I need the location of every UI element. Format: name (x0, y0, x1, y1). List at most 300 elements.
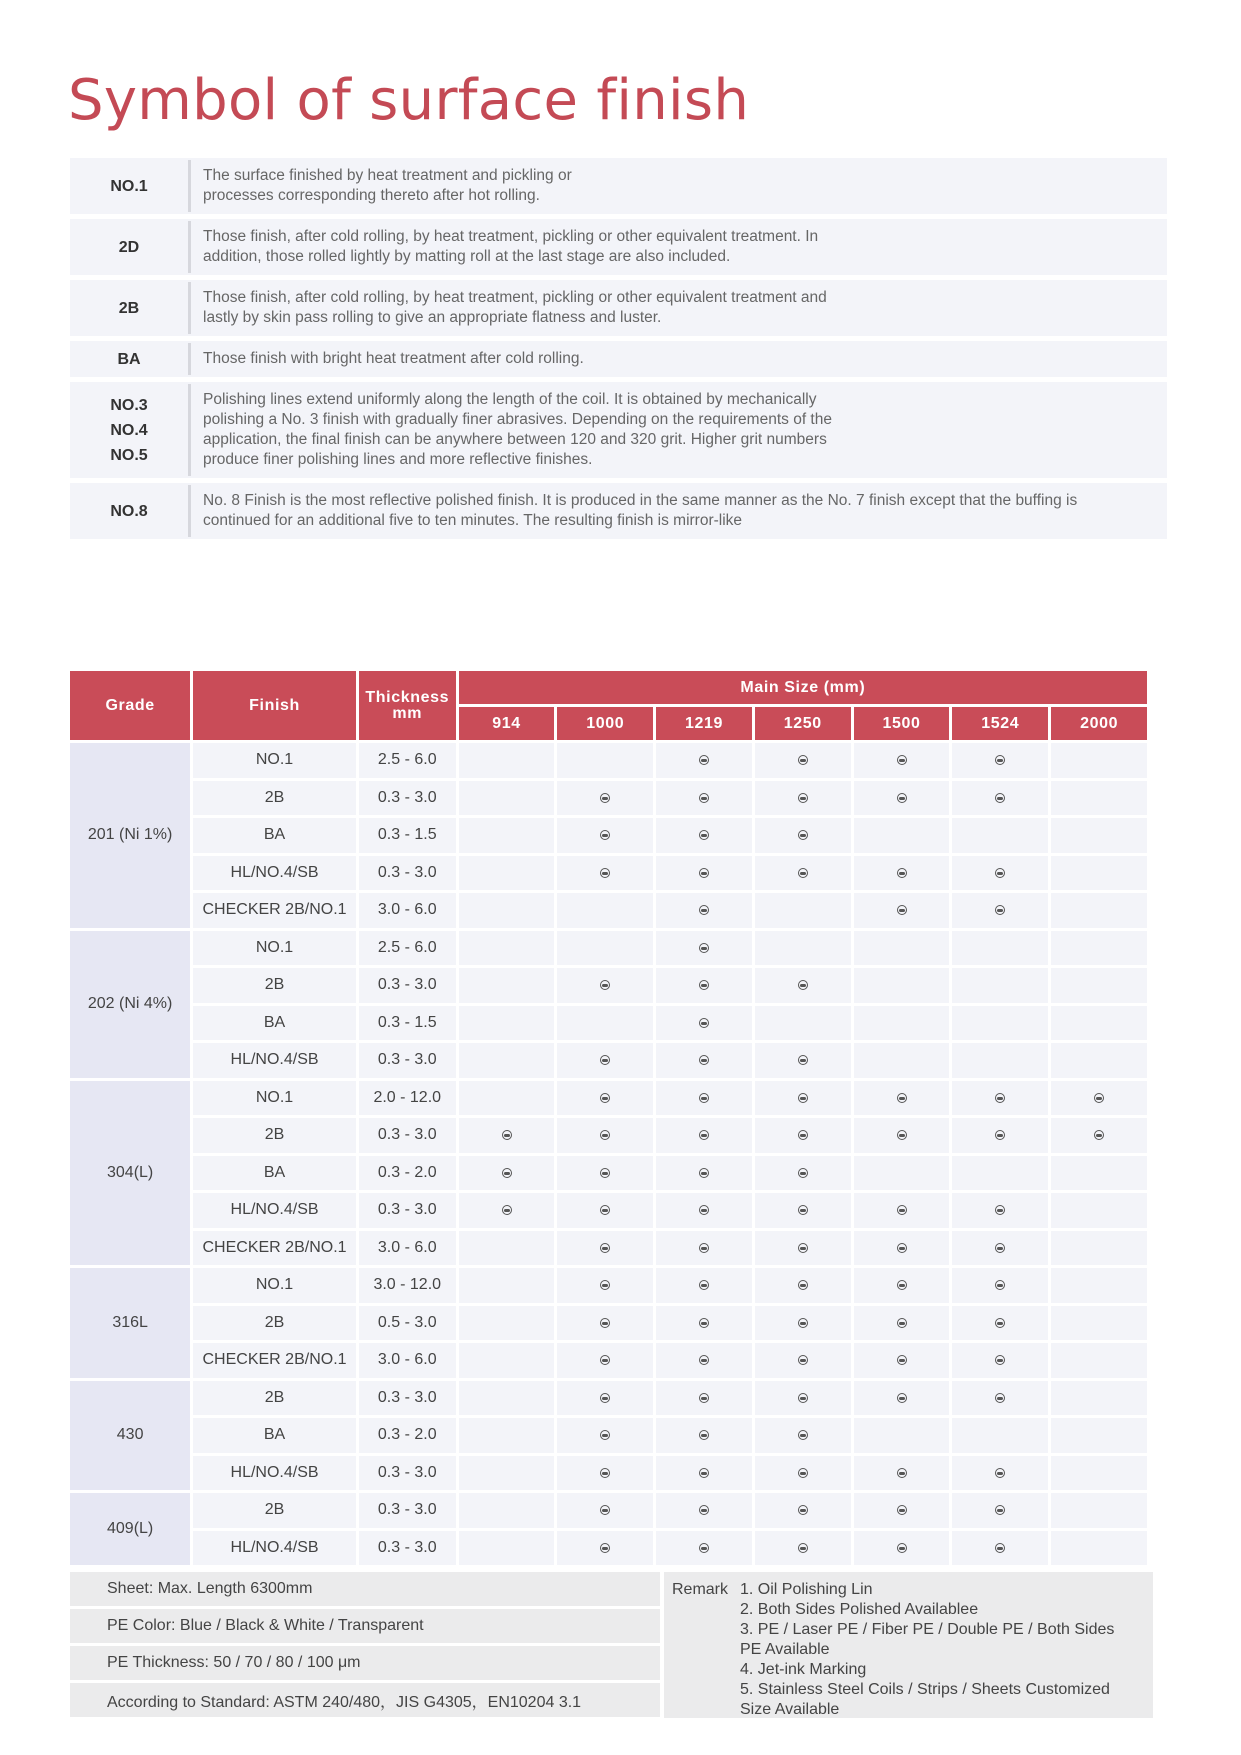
availability-cell (755, 1418, 851, 1453)
available-icon (600, 830, 610, 840)
availability-cell (557, 893, 653, 928)
finish-row (70, 219, 1167, 275)
finish-code-label: NO.1 (110, 177, 148, 195)
availability-cell (459, 1081, 555, 1116)
availability-cell (1051, 1268, 1147, 1303)
remark-item: PE Available (740, 1641, 830, 1658)
availability-cell (1051, 1043, 1147, 1078)
size-header: 1219 (656, 707, 752, 740)
availability-cell (459, 1418, 555, 1453)
available-icon (798, 1318, 808, 1328)
finish-cell: NO.1 (193, 1268, 356, 1303)
availability-cell (952, 1156, 1048, 1191)
available-icon (897, 1280, 907, 1290)
availability-cell (854, 1118, 950, 1153)
availability-cell (656, 1156, 752, 1191)
thickness-cell: 0.3 - 3.0 (359, 1193, 456, 1228)
availability-cell (656, 968, 752, 1003)
finish-cell: HL/NO.4/SB (193, 1456, 356, 1491)
availability-cell (755, 1531, 851, 1566)
grade-cell: 316L (70, 1268, 190, 1378)
available-icon (995, 1280, 1005, 1290)
available-icon (600, 793, 610, 803)
availability-cell (1051, 1081, 1147, 1116)
availability-cell (1051, 1231, 1147, 1266)
availability-cell (755, 1343, 851, 1378)
finish-cell: 2B (193, 781, 356, 816)
availability-cell (952, 1006, 1048, 1041)
thickness-cell: 2.5 - 6.0 (359, 931, 456, 966)
note-item: PE Color: Blue / Black & White / Transparent (70, 1609, 660, 1643)
table-row (70, 1381, 1147, 1416)
availability-cell (952, 1418, 1048, 1453)
size-header: 1500 (854, 707, 950, 740)
table-row (70, 1493, 1147, 1528)
finish-code (70, 280, 188, 336)
availability-cell (459, 1343, 555, 1378)
availability-cell (656, 856, 752, 891)
availability-cell (557, 1231, 653, 1266)
availability-cell (952, 1118, 1048, 1153)
available-icon (995, 1318, 1005, 1328)
availability-cell (656, 1081, 752, 1116)
availability-cell (557, 1081, 653, 1116)
size-header: 1524 (952, 707, 1048, 740)
finish-row (70, 158, 1167, 214)
availability-cell (1051, 1343, 1147, 1378)
availability-cell (854, 893, 950, 928)
thickness-cell: 3.0 - 6.0 (359, 1231, 456, 1266)
available-icon (600, 1093, 610, 1103)
availability-cell (1051, 743, 1147, 778)
availability-cell (854, 968, 950, 1003)
availability-cell (557, 1456, 653, 1491)
availability-cell (952, 1043, 1048, 1078)
remark-item: 4. Jet-ink Marking (740, 1661, 867, 1678)
finish-row (70, 341, 1167, 377)
size-header: 1250 (755, 707, 851, 740)
available-icon (699, 1393, 709, 1403)
availability-cell (656, 1343, 752, 1378)
available-icon (897, 793, 907, 803)
availability-cell (952, 1306, 1048, 1341)
availability-cell (755, 1456, 851, 1491)
available-icon (798, 1468, 808, 1478)
size-header: 1000 (557, 707, 653, 740)
available-icon (699, 1505, 709, 1515)
availability-cell (854, 781, 950, 816)
available-icon (995, 1093, 1005, 1103)
available-icon (600, 1318, 610, 1328)
available-icon (897, 868, 907, 878)
grade-cell: 409(L) (70, 1493, 190, 1565)
availability-cell (656, 931, 752, 966)
available-icon (699, 1018, 709, 1028)
grade-cell: 430 (70, 1381, 190, 1491)
finish-cell: NO.1 (193, 743, 356, 778)
finish-cell: BA (193, 1156, 356, 1191)
availability-cell (952, 856, 1048, 891)
availability-cell (1051, 968, 1147, 1003)
availability-cell (854, 1381, 950, 1416)
thickness-cell: 0.3 - 1.5 (359, 818, 456, 853)
available-icon (897, 1355, 907, 1365)
available-icon (699, 1243, 709, 1253)
finish-description (191, 219, 1167, 275)
availability-cell (459, 1381, 555, 1416)
available-icon (600, 1205, 610, 1215)
availability-cell (656, 743, 752, 778)
available-icon (798, 1393, 808, 1403)
available-icon (699, 905, 709, 915)
finish-row (70, 280, 1167, 336)
finish-description-line: Those finish, after cold rolling, by heat treatment, pickling or other equivalent treatment. In (203, 228, 819, 245)
available-icon (995, 793, 1005, 803)
thickness-cell: 0.3 - 1.5 (359, 1006, 456, 1041)
finish-row (70, 382, 1167, 478)
finish-description-line: Those finish, after cold rolling, by heat treatment, pickling or other equivalent treatment and (203, 289, 827, 306)
availability-cell (854, 1531, 950, 1566)
table-row (70, 931, 1147, 966)
availability-cell (557, 1118, 653, 1153)
table-row (70, 1006, 1147, 1041)
availability-cell (459, 893, 555, 928)
available-icon (798, 1168, 808, 1178)
availability-cell (557, 1193, 653, 1228)
available-icon (798, 1280, 808, 1290)
thickness-cell: 0.3 - 2.0 (359, 1418, 456, 1453)
table-row (70, 1268, 1147, 1303)
available-icon (995, 755, 1005, 765)
finish-code (70, 219, 188, 275)
available-icon (600, 1280, 610, 1290)
finish-cell: 2B (193, 1381, 356, 1416)
availability-cell (1051, 818, 1147, 853)
availability-cell (952, 1081, 1048, 1116)
table-row (70, 818, 1147, 853)
finish-description-line: Polishing lines extend uniformly along the length of the coil. It is obtained by mechanically (203, 391, 817, 408)
thickness-cell: 0.3 - 3.0 (359, 1043, 456, 1078)
finish-description-line: processes corresponding thereto after hot rolling. (203, 187, 540, 204)
available-icon (600, 1393, 610, 1403)
availability-cell (755, 1193, 851, 1228)
thickness-cell: 0.5 - 3.0 (359, 1306, 456, 1341)
available-icon (897, 1130, 907, 1140)
available-icon (897, 1243, 907, 1253)
availability-cell (557, 931, 653, 966)
available-icon (798, 980, 808, 990)
availability-cell (459, 1268, 555, 1303)
available-icon (897, 905, 907, 915)
availability-cell (952, 1456, 1048, 1491)
availability-cell (459, 743, 555, 778)
finish-code (70, 158, 188, 214)
size-header: 2000 (1051, 707, 1147, 740)
available-icon (897, 1205, 907, 1215)
available-icon (600, 1130, 610, 1140)
availability-cell (755, 1493, 851, 1528)
availability-cell (854, 1268, 950, 1303)
header-thickness (359, 671, 456, 740)
available-icon (995, 1130, 1005, 1140)
finish-description-line: polishing a No. 3 finish with gradually finer abrasives. Depending on the requirements of the (203, 411, 832, 428)
finish-description-line: lastly by skin pass rolling to give an appropriate flatness and luster. (203, 309, 662, 326)
availability-cell (952, 1343, 1048, 1378)
available-icon (699, 1318, 709, 1328)
available-icon (600, 980, 610, 990)
finish-description-line: Those finish with bright heat treatment after cold rolling. (203, 350, 584, 367)
page-title: Symbol of surface finish (68, 68, 750, 133)
availability-cell (1051, 931, 1147, 966)
finish-cell: HL/NO.4/SB (193, 1531, 356, 1566)
availability-cell (854, 1343, 950, 1378)
availability-cell (557, 968, 653, 1003)
availability-cell (854, 1006, 950, 1041)
thickness-cell: 3.0 - 12.0 (359, 1268, 456, 1303)
availability-cell (755, 1156, 851, 1191)
availability-cell (459, 1306, 555, 1341)
thickness-cell: 0.3 - 3.0 (359, 1456, 456, 1491)
availability-cell (557, 781, 653, 816)
finish-description (191, 382, 1167, 478)
availability-cell (854, 1306, 950, 1341)
finish-cell: 2B (193, 968, 356, 1003)
available-icon (600, 868, 610, 878)
finish-cell: HL/NO.4/SB (193, 1193, 356, 1228)
availability-cell (656, 1118, 752, 1153)
availability-cell (656, 1381, 752, 1416)
availability-cell (854, 1043, 950, 1078)
table-row (70, 856, 1147, 891)
table-row (70, 968, 1147, 1003)
remark-label: Remark (672, 1581, 729, 1598)
available-icon (798, 1130, 808, 1140)
finish-description-line: The surface finished by heat treatment and pickling or (203, 167, 572, 184)
remark-box (664, 1572, 1153, 1718)
availability-cell (755, 743, 851, 778)
availability-cell (656, 1456, 752, 1491)
size-header: 914 (459, 707, 555, 740)
finish-code-label: BA (117, 350, 141, 368)
finish-cell: CHECKER 2B/NO.1 (193, 1231, 356, 1266)
availability-cell (1051, 1381, 1147, 1416)
availability-cell (1051, 1306, 1147, 1341)
availability-cell (1051, 1118, 1147, 1153)
available-icon (798, 1093, 808, 1103)
finish-code-label: NO.5 (110, 446, 148, 464)
availability-cell (952, 743, 1048, 778)
availability-cell (854, 931, 950, 966)
availability-cell (459, 1006, 555, 1041)
available-icon (600, 1055, 610, 1065)
availability-cell (557, 743, 653, 778)
availability-cell (952, 818, 1048, 853)
availability-cell (557, 1306, 653, 1341)
available-icon (995, 1543, 1005, 1553)
availability-cell (755, 818, 851, 853)
available-icon (995, 905, 1005, 915)
available-icon (699, 755, 709, 765)
available-icon (995, 1355, 1005, 1365)
availability-cell (656, 893, 752, 928)
grade-cell: 202 (Ni 4%) (70, 931, 190, 1078)
availability-cell (459, 1118, 555, 1153)
grade-cell: 201 (Ni 1%) (70, 743, 190, 928)
availability-cell (952, 893, 1048, 928)
header-main-size: Main Size (mm) (459, 671, 1147, 704)
availability-cell (656, 1531, 752, 1566)
available-icon (699, 1093, 709, 1103)
availability-cell (1051, 893, 1147, 928)
availability-cell (459, 1456, 555, 1491)
availability-cell (459, 856, 555, 891)
table-row (70, 1456, 1147, 1491)
available-icon (699, 1430, 709, 1440)
availability-cell (1051, 1531, 1147, 1566)
availability-cell (656, 781, 752, 816)
table-row (70, 1081, 1147, 1116)
finish-cell: NO.1 (193, 1081, 356, 1116)
availability-cell (656, 818, 752, 853)
availability-cell (459, 931, 555, 966)
available-icon (897, 1543, 907, 1553)
remark-item: Size Available (740, 1701, 840, 1718)
finish-description-line: continued for an additional five to ten minutes. The resulting finish is mirror-like (203, 512, 743, 529)
header-thickness-unit: mm (392, 704, 423, 722)
available-icon (600, 1505, 610, 1515)
availability-cell (656, 1231, 752, 1266)
finish-cell: 2B (193, 1493, 356, 1528)
available-icon (502, 1205, 512, 1215)
finish-cell: BA (193, 818, 356, 853)
available-icon (1094, 1130, 1104, 1140)
availability-cell (656, 1006, 752, 1041)
availability-cell (854, 1231, 950, 1266)
available-icon (798, 1543, 808, 1553)
table-row (70, 1418, 1147, 1453)
available-icon (1094, 1093, 1104, 1103)
availability-cell (755, 1268, 851, 1303)
table-row (70, 743, 1147, 778)
thickness-cell: 2.5 - 6.0 (359, 743, 456, 778)
available-icon (699, 830, 709, 840)
finish-cell: BA (193, 1418, 356, 1453)
availability-cell (459, 1156, 555, 1191)
availability-cell (952, 1493, 1048, 1528)
availability-cell (755, 1118, 851, 1153)
table-row (70, 1306, 1147, 1341)
availability-cell (1051, 1418, 1147, 1453)
availability-cell (952, 1381, 1048, 1416)
availability-cell (656, 1268, 752, 1303)
finish-description (191, 280, 1167, 336)
availability-cell (459, 968, 555, 1003)
remark-list (740, 1580, 1114, 1718)
header-finish: Finish (193, 671, 356, 740)
remark-item: 3. PE / Laser PE / Fiber PE / Double PE / Both Sides (740, 1621, 1115, 1638)
available-icon (600, 1468, 610, 1478)
available-icon (798, 830, 808, 840)
remark-item: 1. Oil Polishing Lin (740, 1581, 873, 1598)
thickness-cell: 0.3 - 3.0 (359, 1531, 456, 1566)
thickness-cell: 3.0 - 6.0 (359, 1343, 456, 1378)
available-icon (699, 1280, 709, 1290)
availability-cell (557, 856, 653, 891)
availability-cell (755, 968, 851, 1003)
available-icon (699, 1130, 709, 1140)
available-icon (699, 1168, 709, 1178)
header-thickness-label: Thickness (365, 688, 450, 706)
availability-cell (952, 931, 1048, 966)
finish-code (70, 382, 188, 478)
available-icon (995, 1505, 1005, 1515)
availability-cell (854, 1156, 950, 1191)
thickness-cell: 0.3 - 3.0 (359, 968, 456, 1003)
finish-cell: BA (193, 1006, 356, 1041)
finish-description (191, 483, 1167, 539)
available-icon (699, 1355, 709, 1365)
availability-cell (656, 1306, 752, 1341)
availability-cell (755, 931, 851, 966)
availability-cell (557, 1381, 653, 1416)
availability-cell (1051, 856, 1147, 891)
available-icon (995, 1468, 1005, 1478)
availability-cell (459, 1231, 555, 1266)
availability-cell (557, 818, 653, 853)
header-grade: Grade (70, 671, 190, 740)
availability-cell (755, 1306, 851, 1341)
availability-cell (557, 1156, 653, 1191)
table-row (70, 893, 1147, 928)
availability-cell (952, 1268, 1048, 1303)
availability-cell (755, 781, 851, 816)
availability-cell (755, 856, 851, 891)
availability-cell (1051, 1193, 1147, 1228)
available-icon (798, 1205, 808, 1215)
availability-cell (854, 1193, 950, 1228)
finish-code (70, 483, 188, 539)
thickness-cell: 3.0 - 6.0 (359, 893, 456, 928)
availability-cell (557, 1268, 653, 1303)
finish-cell: HL/NO.4/SB (193, 856, 356, 891)
thickness-cell: 0.3 - 3.0 (359, 1118, 456, 1153)
notes-list (70, 1572, 660, 1720)
table-row (70, 1118, 1147, 1153)
available-icon (600, 1168, 610, 1178)
note-item: PE Thickness: 50 / 70 / 80 / 100 μm (70, 1646, 660, 1680)
table-row (70, 781, 1147, 816)
finish-code (70, 341, 188, 377)
note-item: Sheet: Max. Length 6300mm (70, 1572, 660, 1606)
available-icon (897, 1093, 907, 1103)
availability-cell (1051, 1156, 1147, 1191)
availability-cell (557, 1006, 653, 1041)
finish-code-label: 2B (118, 299, 140, 317)
available-icon (897, 1318, 907, 1328)
table-row (70, 1193, 1147, 1228)
available-icon (699, 1468, 709, 1478)
available-icon (798, 1355, 808, 1365)
availability-cell (557, 1531, 653, 1566)
availability-cell (854, 818, 950, 853)
finish-description-line: addition, those rolled lightly by matting roll at the last stage are also included. (203, 248, 731, 265)
availability-cell (557, 1418, 653, 1453)
available-icon (798, 1430, 808, 1440)
availability-cell (854, 1493, 950, 1528)
availability-cell (557, 1493, 653, 1528)
remark-item: 2. Both Sides Polished Availablee (740, 1601, 979, 1618)
availability-cell (854, 856, 950, 891)
